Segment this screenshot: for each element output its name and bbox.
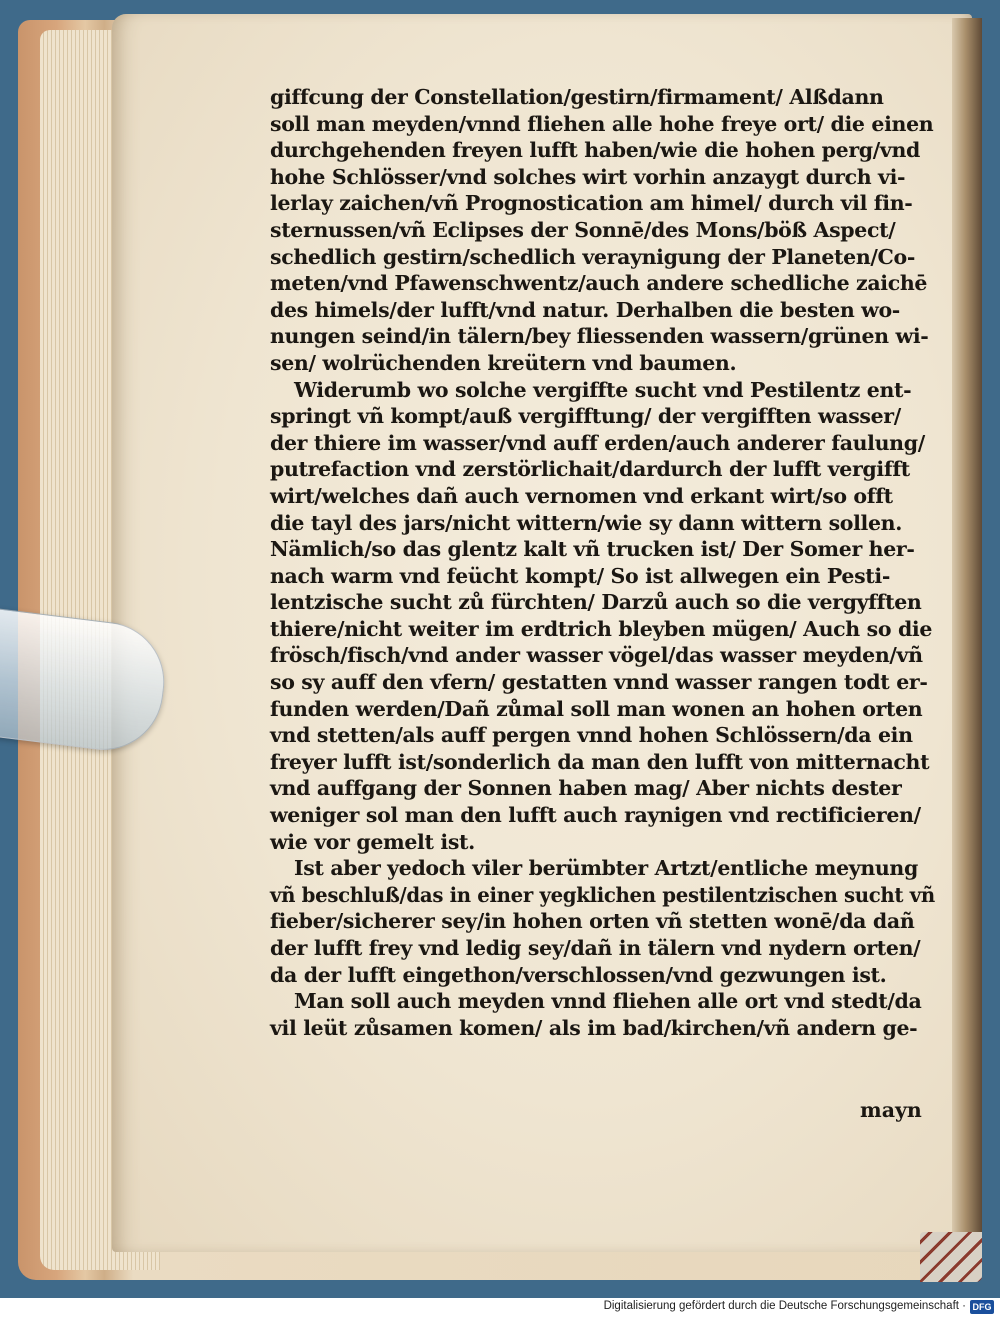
text-line: hohe Schlösser/vnd solches wirt vorhin anzaygt durch vi- bbox=[270, 164, 906, 189]
text-line: vnd stetten/als auff pergen vnnd hohen Schlössern/da ein bbox=[270, 723, 913, 748]
text-line: Nämlich/so das glentz kalt vñ trucken ist/ Der Somer her- bbox=[270, 537, 915, 562]
text-line: sternussen/vñ Eclipses der Sonnē/des Mons/böß Aspect/ bbox=[270, 217, 896, 242]
text-line: giffcung der Constellation/gestirn/firmament/ Alßdann bbox=[270, 85, 884, 109]
book-gutter bbox=[952, 18, 982, 1248]
text-line: vñ beschluß/das in einer yegklichen pestilentzischen sucht vñ bbox=[270, 882, 935, 907]
text-line: Widerumb wo solche vergiffte sucht vnd Pestilentz ent- bbox=[294, 377, 912, 402]
text-line: fieber/sicherer sey/in hohen orten vñ stetten wonē/da dañ bbox=[270, 909, 915, 934]
text-line: lerlay zaichen/vñ Prognostication am himel/ durch vil fin- bbox=[270, 191, 913, 216]
text-line: meten/vnd Pfawenschwentz/auch andere schedliche zaichē bbox=[270, 271, 928, 296]
text-line: nach warm vnd feücht kompt/ So ist allwegen ein Pesti- bbox=[270, 563, 891, 588]
text-line: freyer lufft ist/sonderlich da man den lufft von mitternacht bbox=[270, 749, 930, 774]
text-line: durchgehenden freyen lufft haben/wie die hohen perg/vnd bbox=[270, 138, 921, 163]
spine-headband bbox=[920, 1232, 982, 1282]
text-line: soll man meyden/vnnd fliehen alle hohe freye ort/ die einen bbox=[270, 111, 934, 136]
text-line: da der lufft eingethon/verschlossen/vnd gezwungen ist. bbox=[270, 962, 887, 987]
text-line: des himels/der lufft/vnd natur. Derhalben die besten wo- bbox=[270, 297, 900, 322]
text-line: weniger sol man den lufft auch raynigen vnd rectificieren/ bbox=[270, 803, 921, 828]
text-line: springt vñ kompt/auß vergifftung/ der vergifften wasser/ bbox=[270, 404, 901, 429]
dfg-logo: DFG bbox=[970, 1300, 994, 1314]
text-line: der lufft frey vnd ledig sey/dañ in tälern vnd nydern orten/ bbox=[270, 936, 921, 960]
text-line: wie vor gemelt ist. bbox=[270, 829, 475, 854]
text-line: die tayl des jars/nicht wittern/wie sy dann wittern sollen. bbox=[270, 510, 903, 535]
text-line: schedlich gestirn/schedlich veraynigung der Planeten/Co- bbox=[270, 244, 915, 269]
text-line: vnd auffgang der Sonnen haben mag/ Aber nichts dester bbox=[270, 776, 902, 801]
text-line: wirt/welches dañ auch vernomen vnd erkant wirt/so offt bbox=[270, 483, 893, 508]
text-line: Man soll auch meyden vnnd fliehen alle ort vnd stedt/da bbox=[294, 989, 922, 1014]
footer-bar bbox=[0, 1298, 1000, 1317]
text-line: lentzische sucht zů fürchten/ Darzů auch so die vergyfften bbox=[270, 590, 922, 615]
text-line: funden werden/Dañ zůmal soll man wonen an hohen orten bbox=[270, 696, 923, 721]
text-line: frösch/fisch/vnd ander wasser vögel/das wasser meyden/vñ bbox=[270, 643, 923, 668]
text-line: der thiere im wasser/vnd auff erden/auch anderer faulung/ bbox=[270, 430, 925, 455]
text-line: thiere/nicht weiter im erdtrich bleyben mügen/ Auch so die bbox=[270, 616, 933, 641]
text-line: Ist aber yedoch viler berümbter Artzt/entliche meynung bbox=[294, 856, 918, 881]
text-line: sen/ wolrüchenden kreütern vnd baumen. bbox=[270, 350, 737, 375]
text-line: nungen seind/in tälern/bey fliessenden wassern/grünen wi- bbox=[270, 324, 929, 349]
text-line: vil leüt zůsamen komen/ als im bad/kirchen/vñ andern ge- bbox=[270, 1015, 918, 1040]
text-line: so sy auff den vfern/ gestatten vnnd wasser rangen todt er- bbox=[270, 670, 928, 695]
page-text bbox=[270, 84, 935, 1041]
text-line: putrefaction vnd zerstörlichait/dardurch der lufft vergifft bbox=[270, 457, 910, 482]
catchword: mayn bbox=[860, 1098, 922, 1122]
footer-credit: Digitalisierung gefördert durch die Deutsche Forschungsgemeinschaft · bbox=[603, 1300, 966, 1312]
